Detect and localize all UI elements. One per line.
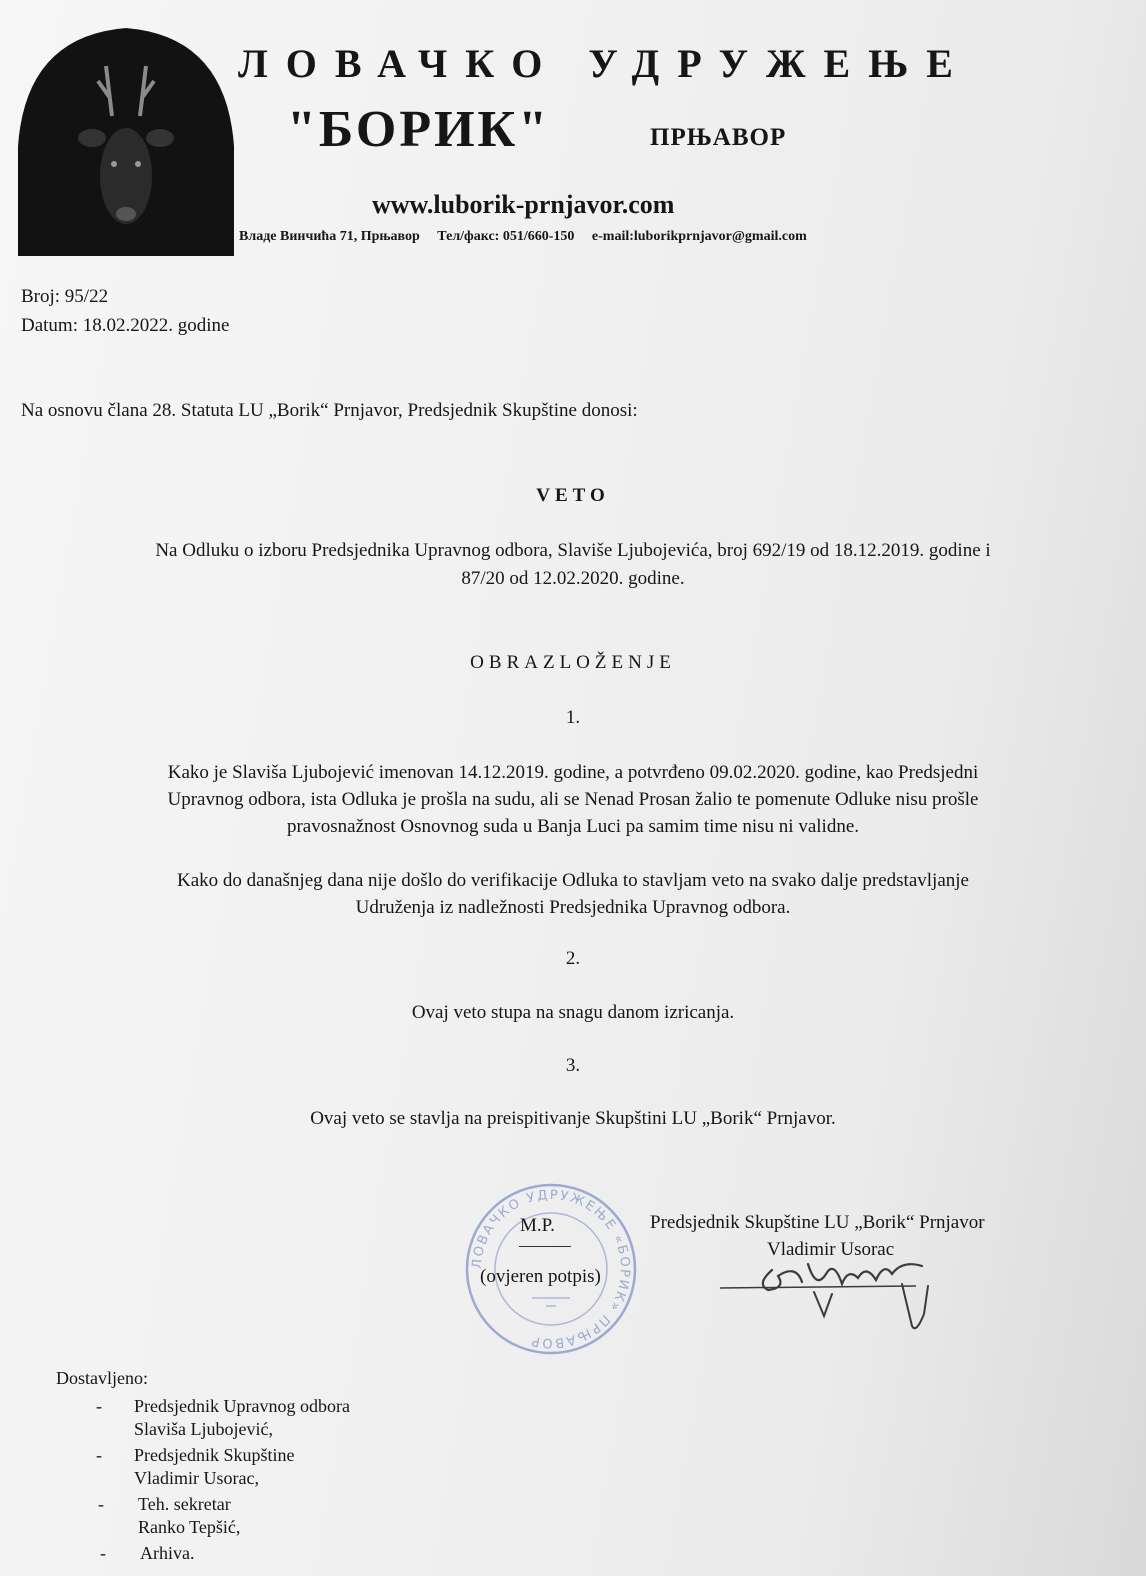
stamp-mp: M.P. bbox=[520, 1215, 555, 1236]
mp-underline bbox=[519, 1246, 571, 1247]
deer-head-icon bbox=[18, 26, 234, 256]
delivery-line-2: Ranko Tepšić, bbox=[138, 1517, 241, 1537]
delivery-line-1: Predsjednik Upravnog odbora bbox=[134, 1396, 350, 1416]
delivery-line-2: Vladimir Usorac, bbox=[134, 1468, 259, 1488]
subject-line-2: 87/20 od 12.02.2020. godine. bbox=[461, 568, 685, 589]
subject-line-1: Na Odluku o izboru Predsjednika Upravnog odbora, Slaviše Ljubojevića, broj 692/19 od 18.12.2019. godine i bbox=[155, 540, 991, 561]
signatory-role: Predsjednik Skupštine LU „Borik“ Prnjavor bbox=[650, 1212, 985, 1233]
delivery-label: Dostavljeno: bbox=[56, 1368, 148, 1388]
reasoning-title: OBRAZLOŽENJE bbox=[470, 652, 676, 673]
delivery-line-1: Teh. sekretar bbox=[138, 1494, 231, 1514]
org-contact-line bbox=[239, 229, 821, 245]
handwritten-signature bbox=[716, 1254, 946, 1338]
org-email: e-mail:luborikprnjavor@gmail.com bbox=[591, 229, 807, 244]
section-1-p1-line-2: Upravnog odbora, ista Odluka je prošla na sudu, ali se Nenad Prosan žalio te pomenute Odluke nisu prošle bbox=[167, 789, 979, 810]
section-1-p1-line-3: pravosnažnost Osnovnog suda u Banja Luci pa samim time nisu ni validne. bbox=[286, 816, 859, 837]
org-name: "БОРИК" bbox=[287, 101, 551, 158]
delivery-line-1: Arhiva. bbox=[140, 1543, 195, 1563]
section-1-number: 1. bbox=[565, 707, 581, 728]
intro-text: Na osnovu člana 28. Statuta LU „Borik“ Prnjavor, Predsjednik Skupštine donosi: bbox=[21, 400, 638, 421]
delivery-dash: - bbox=[100, 1543, 106, 1563]
section-1-p2-line-1: Kako do današnjeg dana nije došlo do verifikacije Odluka to stavljam veto na svako dalje predstavljanje bbox=[177, 870, 969, 891]
stamp-signed-note: (ovjeren potpis) bbox=[480, 1266, 601, 1287]
deer-logo bbox=[18, 26, 234, 256]
org-website: www.luborik-prnjavor.com bbox=[372, 190, 675, 219]
delivery-line-2: Slaviša Ljubojević, bbox=[134, 1419, 273, 1439]
document-title: VETO bbox=[536, 485, 610, 506]
delivery-dash: - bbox=[98, 1494, 104, 1514]
section-2-number: 2. bbox=[565, 948, 581, 969]
delivery-line-1: Predsjednik Skupštine bbox=[134, 1445, 295, 1465]
delivery-dash: - bbox=[96, 1445, 102, 1465]
section-2-text: Ovaj veto stupa na snagu danom izricanja. bbox=[411, 1002, 735, 1023]
org-phone: Тел/факс: 051/660-150 bbox=[437, 229, 575, 244]
org-address: Владе Винчића 71, Прњавор bbox=[239, 229, 420, 244]
document-date: Datum: 18.02.2022. godine bbox=[21, 315, 230, 336]
delivery-dash: - bbox=[96, 1396, 102, 1416]
document-number: Broj: 95/22 bbox=[21, 286, 109, 307]
org-title: ЛОВАЧКО УДРУЖЕЊЕ bbox=[238, 41, 971, 86]
section-1-p1-line-1: Kako je Slaviša Ljubojević imenovan 14.12.2019. godine, a potvrđeno 09.02.2020. godine, kao Predsjedni bbox=[167, 762, 979, 783]
signatory-name: Vladimir Usorac bbox=[767, 1239, 895, 1260]
org-city: ПРЊАВОР bbox=[650, 124, 787, 151]
svg-text:ЛОВАЧКО УДРУЖЕЊЕ «БОРИК» ПРЊАВ: ЛОВАЧКО УДРУЖЕЊЕ «БОРИК» ПРЊАВОР bbox=[469, 1187, 633, 1351]
section-3-text: Ovaj veto se stavlja na preispitivanje Skupštini LU „Borik“ Prnjavor. bbox=[310, 1108, 836, 1129]
section-1-p2-line-2: Udruženja iz nadležnosti Predsjednika Upravnog odbora. bbox=[355, 897, 791, 918]
signature-scribble-icon bbox=[716, 1254, 946, 1338]
section-3-number: 3. bbox=[565, 1055, 581, 1076]
